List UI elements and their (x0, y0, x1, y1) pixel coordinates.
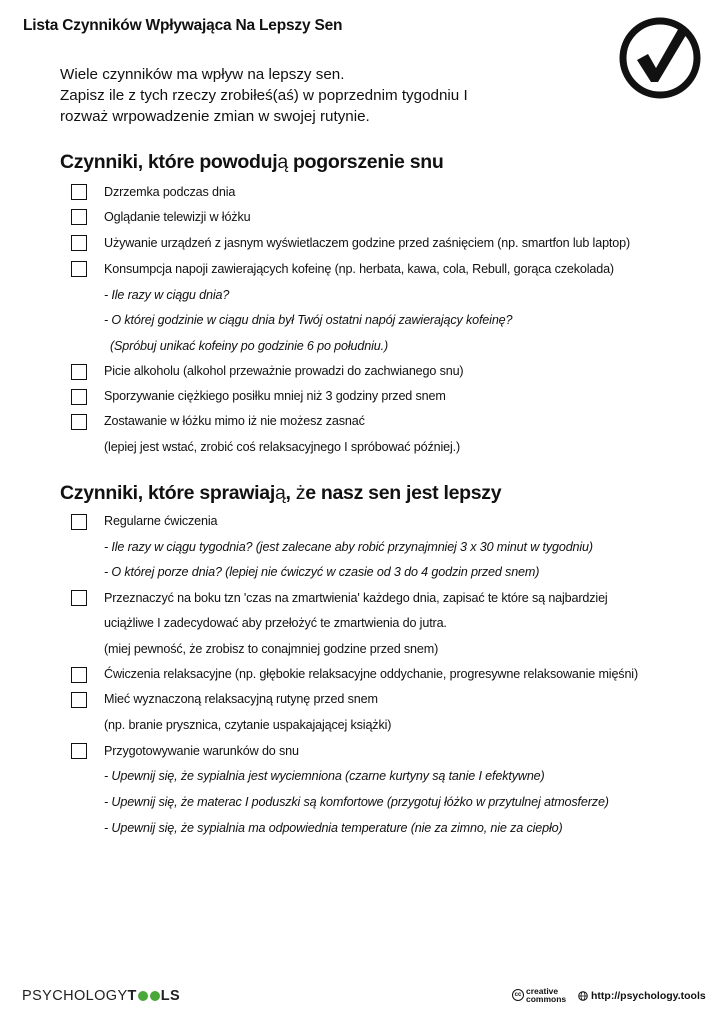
item-label: Używanie urządzeń z jasnym wyświetlaczem godzine przed zaśnięciem (np. smartfon lub laptop) (104, 236, 631, 250)
checkbox-stay-in-bed[interactable] (71, 414, 87, 430)
item-label: Przygotowywanie warunków do snu (104, 744, 299, 758)
document-title: Lista Czynników Wpływająca Na Lepszy Sen (23, 17, 343, 34)
green-dot-icon (150, 991, 160, 1001)
checkmark-circle-icon (618, 16, 702, 100)
section-heading-worse-sleep (60, 151, 443, 174)
item-subline: (np. branie prysznica, czytanie uspakajającej książki) (104, 718, 392, 732)
cc-label (526, 987, 566, 1003)
checkbox-heavy-meal[interactable] (71, 389, 87, 405)
item-subline: - Upewnij się, że sypialnia ma odpowiednia temperature (nie za zimno, nie za ciepło) (104, 821, 563, 835)
heading-part: ą (274, 482, 286, 504)
item-label: Sporzywanie ciężkiego posiłku mniej niż 3 godziny przed snem (104, 389, 446, 403)
item-label: Mieć wyznaczoną relaksacyjną rutynę przed snem (104, 692, 378, 706)
psychology-tools-logo (22, 988, 180, 1004)
item-subline: (lepiej jest wstać, zrobić coś relaksacyjnego I spróbować później.) (104, 440, 461, 454)
item-subline: uciążliwe I zadecydować aby przełożyć te zmartwienia do jutra. (104, 616, 447, 630)
heading-part: , (285, 482, 296, 504)
globe-icon (578, 991, 588, 1001)
item-label: Dzrzemka podczas dnia (104, 185, 236, 199)
heading-part: e nasz sen jest lepszy (305, 482, 502, 504)
heading-part: Czynniki, które sprawiaj (60, 482, 275, 504)
creative-commons-badge (512, 987, 566, 1003)
heading-part: ż (295, 482, 306, 504)
item-subline: (miej pewność, że zrobisz to conajmniej godzine przed snem) (104, 642, 439, 656)
item-subline: - O której porze dnia? (lepiej nie ćwiczyć w czasie od 3 do 4 godzin przed snem) (104, 565, 540, 579)
item-label: Konsumpcja napoji zawierających kofeinę (np. herbata, kawa, cola, Rebull, gorąca czekolada) (104, 262, 614, 276)
heading-part: pogorszenie snu (287, 151, 444, 173)
checkbox-exercise[interactable] (71, 514, 87, 530)
checkbox-bedtime-routine[interactable] (71, 692, 87, 708)
item-subline: - O której godzinie w ciągu dnia był Twój ostatni napój zawierający kofeinę? (104, 313, 513, 327)
section-heading-better-sleep (60, 482, 501, 505)
checkbox-caffeine[interactable] (71, 261, 87, 277)
brand-text: T (127, 988, 137, 1004)
checkbox-relaxation-exercises[interactable] (71, 667, 87, 683)
intro-line: rozważ wrpowadzenie zmian w swojej rutynie. (60, 108, 370, 125)
item-subline: - Ile razy w ciągu dnia? (104, 288, 230, 302)
brand-text: PSYCHOLOGY (22, 988, 128, 1004)
item-label: Oglądanie telewizji w łóżku (104, 210, 251, 224)
intro-text (60, 64, 468, 127)
checkbox-tv-in-bed[interactable] (71, 209, 87, 225)
item-subline: - Ile razy w ciągu tygodnia? (jest zalecane aby robić przynajmniej 3 x 30 minut w tygodniu) (104, 540, 593, 554)
intro-line: Zapisz ile z tych rzeczy zrobiłeś(aś) w poprzednim tygodniu I (60, 87, 468, 104)
url-text[interactable]: http://psychology.tools (591, 990, 706, 1002)
item-label: Picie alkoholu (alkohol przeważnie prowadzi do zachwianego snu) (104, 364, 464, 378)
checkbox-nap[interactable] (71, 184, 87, 200)
intro-line: Wiele czynników ma wpływ na lepszy sen. (60, 66, 345, 83)
checkbox-sleep-environment[interactable] (71, 743, 87, 759)
cc-line: creative (526, 986, 559, 996)
heading-part: Czynniki, które powoduj (60, 151, 278, 173)
footer-url[interactable] (578, 990, 706, 1002)
item-subline: - Upewnij się, że materac I poduszki są komfortowe (przygotuj łóżko w przytulnej atmosferze) (104, 795, 609, 809)
checkbox-alcohol[interactable] (71, 364, 87, 380)
heading-part: ą (277, 151, 288, 173)
item-label: Przeznaczyć na boku tzn 'czas na zmartwienia' każdego dnia, zapisać te które są najbardziej (104, 591, 608, 605)
checkbox-screens[interactable] (71, 235, 87, 251)
checkbox-worry-time[interactable] (71, 590, 87, 606)
cc-icon: cc (512, 989, 524, 1001)
green-dot-icon (138, 991, 148, 1001)
cc-line: commons (526, 994, 567, 1004)
brand-text: LS (160, 988, 181, 1004)
item-label: Ćwiczenia relaksacyjne (np. głębokie relaksacyjne oddychanie, progresywne relaksowanie mięśni) (104, 667, 638, 681)
item-subline: - Upewnij się, że sypialnia jest wyciemniona (czarne kurtyny są tanie I efektywne) (104, 769, 545, 783)
item-label: Regularne ćwiczenia (104, 514, 218, 528)
item-label: Zostawanie w łóżku mimo iż nie możesz zasnać (104, 414, 365, 428)
item-subline: (Spróbuj unikać kofeiny po godzinie 6 po południu.) (110, 339, 388, 353)
